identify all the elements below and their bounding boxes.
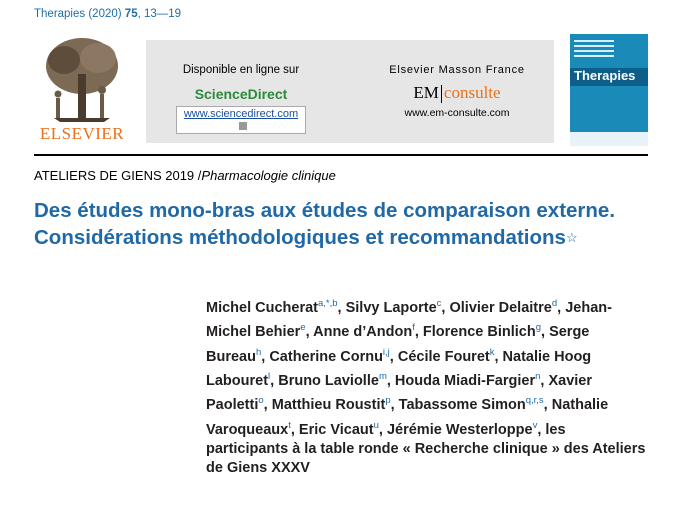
- author-affiliation-marker[interactable]: h: [255, 346, 262, 358]
- cover-text-lines: [574, 40, 614, 60]
- author-separator: ,: [494, 348, 503, 365]
- author-affiliation-marker[interactable]: e: [300, 322, 306, 334]
- author-affiliation-marker[interactable]: g: [535, 322, 541, 334]
- author-name[interactable]: Serge Bureau: [206, 324, 590, 365]
- author-name[interactable]: Houda Miadi-Fargier: [394, 372, 536, 389]
- journal-name: Therapies: [34, 8, 86, 20]
- em-consulte-logo: [382, 83, 532, 103]
- author-affiliation-marker[interactable]: q,r,s: [525, 395, 544, 407]
- author-name[interactable]: Natalie Hoog Labouret: [206, 348, 592, 389]
- author-separator: ,: [543, 397, 552, 414]
- author-affiliation-marker[interactable]: m: [378, 370, 387, 382]
- article-title-text: Des études mono-bras aux études de comparaison externe. Considérations méthodologiques et recommandations: [34, 199, 616, 249]
- journal-citation: [34, 8, 181, 20]
- author-name[interactable]: Anne d’Andon: [313, 324, 413, 341]
- author-separator: ,: [557, 299, 566, 316]
- author-name[interactable]: Michel Cucherat: [206, 299, 318, 316]
- sciencedirect-link-wrap: [176, 102, 306, 134]
- author-affiliation-marker[interactable]: a,*,b: [318, 298, 338, 309]
- cover-title: Therapies: [574, 68, 636, 83]
- available-online-label: Disponible en ligne sur: [182, 64, 300, 76]
- author-name[interactable]: Catherine Cornu: [269, 348, 383, 365]
- author-affiliation-marker[interactable]: f: [412, 322, 415, 334]
- author-separator: ,: [540, 372, 549, 389]
- article-title: [34, 197, 654, 251]
- author-separator: ,: [441, 299, 450, 316]
- author-separator: ,: [386, 372, 395, 389]
- author-list: [206, 294, 646, 479]
- elsevier-logo-text: ELSEVIER: [39, 124, 125, 143]
- author-name[interactable]: Bruno Laviolle: [278, 372, 379, 389]
- sciencedirect-url-text: www.sciencedirect.com: [183, 108, 299, 120]
- journal-pages-sep: ,: [137, 8, 144, 20]
- dropdown-arrow-icon: [239, 122, 247, 130]
- section-category: Pharmacologie clinique: [201, 168, 336, 183]
- authors-suffix: les participants à la table ronde « Recherche clinique » des Ateliers de Giens XXXV: [206, 421, 646, 477]
- author-separator: ,: [414, 324, 423, 341]
- author-affiliation-marker[interactable]: v: [532, 419, 538, 431]
- author-affiliation-marker[interactable]: c: [436, 298, 442, 309]
- author-name[interactable]: Xavier Paoletti: [206, 372, 593, 414]
- author-name[interactable]: Olivier Delaitre: [449, 299, 552, 316]
- author-separator: ,: [263, 397, 272, 414]
- em-consulte-link[interactable]: www.em-consulte.com: [404, 107, 510, 120]
- em-publisher-label: Elsevier Masson France: [389, 64, 525, 76]
- availability-banner: [146, 40, 554, 143]
- author-name[interactable]: Jérémie Westerloppe: [386, 421, 533, 438]
- author-affiliation-marker[interactable]: p: [385, 395, 391, 407]
- author-name[interactable]: Nathalie Varoqueaux: [206, 397, 609, 438]
- author-affiliation-marker[interactable]: n: [535, 370, 541, 382]
- author-name[interactable]: Cécile Fouret: [397, 348, 490, 365]
- section-heading: [34, 168, 336, 183]
- author-affiliation-marker[interactable]: i,j: [382, 346, 390, 358]
- author-affiliation-marker[interactable]: l: [268, 370, 271, 382]
- journal-volume: 75: [124, 8, 138, 20]
- sciencedirect-block: [176, 64, 306, 134]
- section-label: ATELIERS DE GIENS 2019: [34, 168, 195, 183]
- author-name[interactable]: Matthieu Roustit: [271, 397, 386, 414]
- author-affiliation-marker[interactable]: u: [373, 419, 379, 431]
- journal-cover-image: [570, 34, 648, 146]
- author-separator: ,: [390, 397, 399, 414]
- author-affiliation-marker[interactable]: o: [258, 395, 264, 407]
- em-logo-divider: [441, 85, 442, 103]
- author-separator: ,: [305, 324, 314, 341]
- sciencedirect-logo: ScienceDirect: [194, 86, 288, 102]
- sciencedirect-link[interactable]: [176, 106, 306, 134]
- author-affiliation-marker[interactable]: d: [551, 298, 558, 309]
- author-affiliation-marker[interactable]: t: [288, 419, 291, 431]
- author-affiliation-marker[interactable]: k: [489, 346, 495, 358]
- author-separator: ,: [389, 348, 398, 365]
- author-separator: ,: [290, 421, 299, 438]
- author-separator: ,: [337, 299, 346, 316]
- author-separator: ,: [270, 372, 279, 389]
- em-logo-em: EM: [413, 83, 439, 102]
- journal-year: (2020): [88, 8, 122, 20]
- cover-footer: [570, 132, 648, 146]
- em-logo-consulte: consulte: [443, 83, 501, 102]
- author-name[interactable]: Jehan-Michel Behier: [206, 299, 612, 341]
- author-name[interactable]: Tabassome Simon: [398, 397, 526, 414]
- section-separator: /: [197, 168, 202, 183]
- author-separator: ,: [537, 421, 546, 438]
- journal-pages: 13—19: [143, 8, 182, 20]
- header-divider: [34, 154, 648, 156]
- em-consulte-block: [382, 64, 532, 119]
- author-name[interactable]: Silvy Laporte: [345, 299, 437, 316]
- author-separator: ,: [261, 348, 270, 365]
- author-separator: ,: [378, 421, 387, 438]
- author-name[interactable]: Eric Vicaut: [298, 421, 374, 438]
- author-name[interactable]: Florence Binlich: [422, 324, 536, 341]
- author-separator: ,: [541, 324, 550, 341]
- title-footnote-star-icon[interactable]: ☆: [565, 230, 578, 245]
